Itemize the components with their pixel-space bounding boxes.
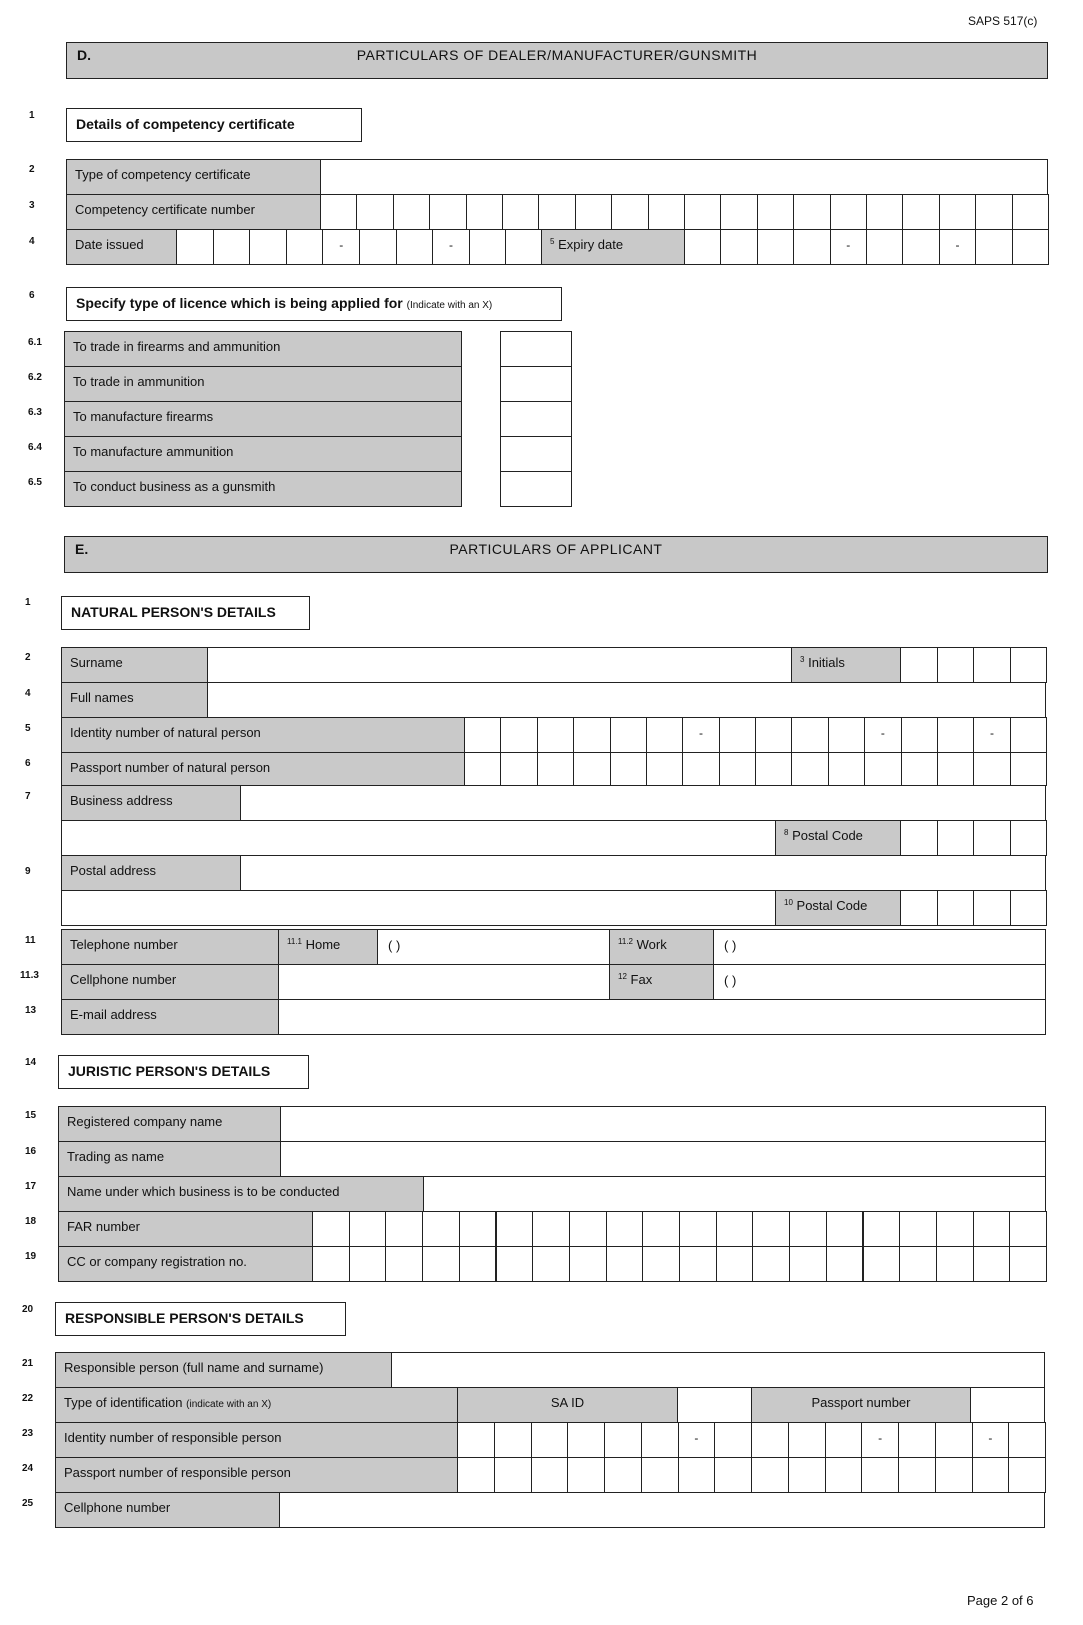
expiry-text: Expiry date xyxy=(558,237,624,252)
digit-box[interactable] xyxy=(937,647,975,683)
digit-box[interactable] xyxy=(789,1246,827,1282)
digit-box[interactable] xyxy=(678,1457,716,1493)
digit-box[interactable] xyxy=(720,194,757,230)
digit-box[interactable] xyxy=(751,1457,789,1493)
digit-box[interactable] xyxy=(826,1211,864,1247)
item-number: 6.2 xyxy=(28,372,42,383)
dash-separator: - xyxy=(972,1422,1010,1458)
responsible-passport-boxes xyxy=(457,1457,1045,1493)
fax-sup: 12 xyxy=(618,972,627,981)
item-number: 16 xyxy=(25,1146,37,1157)
digit-box[interactable] xyxy=(866,229,903,265)
digit-box[interactable] xyxy=(249,229,287,265)
home-label xyxy=(278,929,378,965)
digit-box[interactable] xyxy=(973,752,1010,786)
digit-box[interactable] xyxy=(213,229,251,265)
digit-box[interactable] xyxy=(385,1211,423,1247)
digit-box[interactable] xyxy=(825,1422,863,1458)
email-field[interactable] xyxy=(278,999,1046,1035)
item-number: 1 xyxy=(25,597,31,608)
item-number: 17 xyxy=(25,1181,37,1192)
digit-box[interactable] xyxy=(496,1246,534,1282)
expiry-date-boxes xyxy=(684,229,1048,265)
digit-box[interactable] xyxy=(716,1246,754,1282)
digit-box[interactable] xyxy=(898,1457,936,1493)
id-type-label xyxy=(55,1387,458,1423)
digit-box[interactable] xyxy=(864,752,901,786)
sa-id-label: SA ID xyxy=(457,1387,678,1423)
digit-box[interactable] xyxy=(679,1211,717,1247)
competency-number-boxes xyxy=(320,194,1048,230)
work-text: Work xyxy=(636,937,667,952)
responsible-id-label: Identity number of responsible person xyxy=(55,1422,458,1458)
digit-box[interactable] xyxy=(575,194,612,230)
digit-box[interactable] xyxy=(500,717,537,753)
digit-box[interactable] xyxy=(573,717,610,753)
business-address-label: Business address xyxy=(61,785,241,821)
fax-field[interactable]: ( ) xyxy=(713,964,1046,1000)
digit-box[interactable] xyxy=(356,194,393,230)
postal-code-10-sup: 10 xyxy=(784,898,793,907)
digit-box[interactable] xyxy=(899,1211,937,1247)
digit-box[interactable] xyxy=(937,752,974,786)
digit-box[interactable] xyxy=(464,717,501,753)
digit-box[interactable] xyxy=(1010,752,1047,786)
postal-address-line2[interactable] xyxy=(61,890,776,926)
business-name-field[interactable] xyxy=(423,1176,1046,1212)
natural-passport-boxes xyxy=(464,752,1046,786)
competency-heading: Details of competency certificate xyxy=(66,108,362,142)
postal-address-field[interactable] xyxy=(240,855,1046,891)
digit-box[interactable] xyxy=(973,1246,1011,1282)
digit-box[interactable] xyxy=(502,194,539,230)
company-name-label: Registered company name xyxy=(58,1106,281,1142)
item-number: 6 xyxy=(25,758,31,769)
digit-box[interactable] xyxy=(679,1246,717,1282)
postal-code-8-label xyxy=(775,820,901,856)
initials-boxes xyxy=(900,647,1046,683)
form-code: SAPS 517(c) xyxy=(968,14,1038,28)
digit-box[interactable] xyxy=(610,752,647,786)
responsible-name-field[interactable] xyxy=(391,1352,1045,1388)
dash-separator: - xyxy=(830,229,867,265)
digit-box[interactable] xyxy=(935,1457,973,1493)
postal-address-label: Postal address xyxy=(61,855,241,891)
digit-box[interactable] xyxy=(684,229,721,265)
work-label xyxy=(609,929,714,965)
item-number: 11.3 xyxy=(20,970,39,981)
juristic-person-heading: JURISTIC PERSON'S DETAILS xyxy=(58,1055,309,1089)
item-number: 6.5 xyxy=(28,477,42,488)
item-number: 9 xyxy=(25,866,31,877)
digit-box[interactable] xyxy=(1012,229,1049,265)
digit-box[interactable] xyxy=(863,1211,901,1247)
licence-type-checkbox[interactable] xyxy=(500,436,572,472)
dash-separator: - xyxy=(682,717,719,753)
item-number: 2 xyxy=(25,652,31,663)
full-names-label: Full names xyxy=(61,682,208,718)
digit-box[interactable] xyxy=(793,229,830,265)
digit-box[interactable] xyxy=(494,1422,532,1458)
dash-separator: - xyxy=(678,1422,716,1458)
digit-box[interactable] xyxy=(719,752,756,786)
digit-box[interactable] xyxy=(755,717,792,753)
licence-type-heading xyxy=(66,287,562,321)
item-number: 6 xyxy=(29,290,35,301)
digit-box[interactable] xyxy=(469,229,507,265)
digit-box[interactable] xyxy=(286,229,324,265)
item-number: 4 xyxy=(25,688,31,699)
digit-box[interactable] xyxy=(642,1211,680,1247)
digit-box[interactable] xyxy=(900,890,938,926)
digit-box[interactable] xyxy=(349,1211,387,1247)
digit-box[interactable] xyxy=(939,194,976,230)
digit-box[interactable] xyxy=(902,229,939,265)
far-number-boxes xyxy=(312,1211,1046,1247)
digit-box[interactable] xyxy=(684,194,721,230)
digit-box[interactable] xyxy=(567,1422,605,1458)
digit-box[interactable] xyxy=(789,1211,827,1247)
licence-type-checkbox[interactable] xyxy=(500,471,572,507)
item-number: 21 xyxy=(22,1358,34,1369)
digit-box[interactable] xyxy=(459,1211,497,1247)
responsible-cell-field[interactable] xyxy=(279,1492,1045,1528)
section-e-letter: E. xyxy=(75,541,89,557)
business-address-field[interactable] xyxy=(240,785,1046,821)
digit-box[interactable] xyxy=(861,1457,899,1493)
responsible-id-boxes xyxy=(457,1422,1045,1458)
digit-box[interactable] xyxy=(604,1422,642,1458)
work-phone-field[interactable]: ( ) xyxy=(713,929,1046,965)
digit-box[interactable] xyxy=(312,1211,350,1247)
responsible-cell-label: Cellphone number xyxy=(55,1492,280,1528)
licence-type-checkbox[interactable] xyxy=(500,366,572,402)
digit-box[interactable] xyxy=(320,194,357,230)
item-number: 4 xyxy=(29,236,35,247)
dash-separator: - xyxy=(322,229,360,265)
postal-code-10-boxes xyxy=(900,890,1046,926)
digit-box[interactable] xyxy=(422,1211,460,1247)
item-number: 24 xyxy=(22,1463,34,1474)
item-number: 18 xyxy=(25,1216,37,1227)
item-number: 22 xyxy=(22,1393,34,1404)
date-issued-label: Date issued xyxy=(66,229,177,265)
digit-box[interactable] xyxy=(902,194,939,230)
digit-box[interactable] xyxy=(1008,1457,1046,1493)
digit-box[interactable] xyxy=(359,229,397,265)
section-d-letter: D. xyxy=(77,47,91,63)
section-e-header xyxy=(64,536,1048,573)
digit-box[interactable] xyxy=(714,1457,752,1493)
digit-box[interactable] xyxy=(791,717,828,753)
digit-box[interactable] xyxy=(1009,1211,1047,1247)
digit-box[interactable] xyxy=(830,194,867,230)
digit-box[interactable] xyxy=(569,1246,607,1282)
surname-field[interactable] xyxy=(207,647,792,683)
business-name-label: Name under which business is to be conducted xyxy=(58,1176,424,1212)
licence-type-label: To conduct business as a gunsmith xyxy=(64,471,462,507)
licence-type-label: To manufacture ammunition xyxy=(64,436,462,472)
initials-text: Initials xyxy=(808,655,845,670)
item-number: 19 xyxy=(25,1251,37,1262)
digit-box[interactable] xyxy=(648,194,685,230)
digit-box[interactable] xyxy=(900,647,938,683)
digit-box[interactable] xyxy=(531,1457,569,1493)
digit-box[interactable] xyxy=(500,752,537,786)
digit-box[interactable] xyxy=(937,820,975,856)
digit-box[interactable] xyxy=(791,752,828,786)
digit-box[interactable] xyxy=(973,890,1011,926)
natural-person-heading: NATURAL PERSON'S DETAILS xyxy=(61,596,310,630)
digit-box[interactable] xyxy=(937,890,975,926)
digit-box[interactable] xyxy=(641,1422,679,1458)
id-type-text: Type of identification xyxy=(64,1395,183,1410)
page-number: Page 2 of 6 xyxy=(967,1593,1034,1608)
digit-box[interactable] xyxy=(312,1246,350,1282)
digit-box[interactable] xyxy=(972,1457,1010,1493)
date-issued-boxes xyxy=(176,229,542,265)
section-e-title: PARTICULARS OF APPLICANT xyxy=(449,541,663,557)
responsible-name-label: Responsible person (full name and surname) xyxy=(55,1352,392,1388)
item-number: 7 xyxy=(25,791,31,802)
digit-box[interactable] xyxy=(606,1211,644,1247)
digit-box[interactable] xyxy=(466,194,503,230)
digit-box[interactable] xyxy=(975,229,1012,265)
digit-box[interactable] xyxy=(464,752,501,786)
section-d-title: PARTICULARS OF DEALER/MANUFACTURER/GUNSMITH xyxy=(356,47,758,63)
digit-box[interactable] xyxy=(751,1422,789,1458)
digit-box[interactable] xyxy=(532,1246,570,1282)
telephone-label: Telephone number xyxy=(61,929,279,965)
digit-box[interactable] xyxy=(611,194,648,230)
digit-box[interactable] xyxy=(898,1422,936,1458)
digit-box[interactable] xyxy=(646,752,683,786)
email-label: E-mail address xyxy=(61,999,279,1035)
digit-box[interactable] xyxy=(826,1246,864,1282)
natural-id-label: Identity number of natural person xyxy=(61,717,465,753)
postal-code-10-label xyxy=(775,890,901,926)
full-names-field[interactable] xyxy=(207,682,1046,718)
digit-box[interactable] xyxy=(682,752,719,786)
company-name-field[interactable] xyxy=(280,1106,1046,1142)
competency-number-label: Competency certificate number xyxy=(66,194,321,230)
digit-box[interactable] xyxy=(538,194,575,230)
fax-label xyxy=(609,964,714,1000)
item-number: 11 xyxy=(25,935,36,946)
digit-box[interactable] xyxy=(755,752,792,786)
licence-list xyxy=(0,0,1,1)
postal-code-8-text: Postal Code xyxy=(792,828,863,843)
digit-box[interactable] xyxy=(975,194,1012,230)
responsible-person-heading: RESPONSIBLE PERSON'S DETAILS xyxy=(55,1302,346,1336)
digit-box[interactable] xyxy=(973,647,1011,683)
licence-type-label: To manufacture firearms xyxy=(64,401,462,437)
digit-box[interactable] xyxy=(936,1246,974,1282)
id-type-note: (indicate with an X) xyxy=(186,1399,272,1410)
digit-box[interactable] xyxy=(899,1246,937,1282)
digit-box[interactable] xyxy=(973,820,1011,856)
digit-box[interactable] xyxy=(1010,820,1048,856)
digit-box[interactable] xyxy=(1008,1422,1046,1458)
dash-separator: - xyxy=(973,717,1010,753)
item-number: 23 xyxy=(22,1428,34,1439)
licence-type-label: To trade in ammunition xyxy=(64,366,462,402)
digit-box[interactable] xyxy=(788,1457,826,1493)
digit-box[interactable] xyxy=(610,717,647,753)
digit-box[interactable] xyxy=(642,1246,680,1282)
digit-box[interactable] xyxy=(567,1457,605,1493)
digit-box[interactable] xyxy=(537,717,574,753)
digit-box[interactable] xyxy=(459,1246,497,1282)
digit-box[interactable] xyxy=(349,1246,387,1282)
item-number: 5 xyxy=(25,723,31,734)
dash-separator: - xyxy=(939,229,976,265)
digit-box[interactable] xyxy=(714,1422,752,1458)
natural-passport-label: Passport number of natural person xyxy=(61,752,465,786)
digit-box[interactable] xyxy=(606,1246,644,1282)
digit-box[interactable] xyxy=(863,1246,901,1282)
digit-box[interactable] xyxy=(422,1246,460,1282)
digit-box[interactable] xyxy=(757,194,794,230)
item-number: 2 xyxy=(29,164,35,175)
digit-box[interactable] xyxy=(385,1246,423,1282)
digit-box[interactable] xyxy=(752,1211,790,1247)
digit-box[interactable] xyxy=(531,1422,569,1458)
business-address-line2[interactable] xyxy=(61,820,776,856)
passport-type-checkbox[interactable] xyxy=(970,1387,1045,1423)
expiry-sup: 5 xyxy=(550,237,555,246)
item-number: 25 xyxy=(22,1498,34,1509)
digit-box[interactable] xyxy=(901,717,938,753)
initials-sup: 3 xyxy=(800,655,805,664)
section-d-header xyxy=(66,42,1048,79)
competency-type-label: Type of competency certificate xyxy=(66,159,321,195)
registration-label: CC or company registration no. xyxy=(58,1246,313,1282)
digit-box[interactable] xyxy=(393,194,430,230)
fax-text: Fax xyxy=(630,972,653,987)
item-number: 6.1 xyxy=(28,337,42,348)
cellphone-label: Cellphone number xyxy=(61,964,279,1000)
item-number: 6.3 xyxy=(28,407,42,418)
digit-box[interactable] xyxy=(429,194,466,230)
home-text: Home xyxy=(305,937,341,952)
digit-box[interactable] xyxy=(646,717,683,753)
digit-box[interactable] xyxy=(1010,717,1047,753)
digit-box[interactable] xyxy=(1009,1246,1047,1282)
postal-code-10-text: Postal Code xyxy=(796,898,868,913)
digit-box[interactable] xyxy=(828,717,865,753)
home-sup: 11.1 xyxy=(287,937,302,946)
item-number: 20 xyxy=(22,1304,34,1315)
licence-type-heading-text: Specify type of licence which is being applied for xyxy=(76,295,403,311)
expiry-date-label xyxy=(541,229,685,265)
digit-box[interactable] xyxy=(496,1211,534,1247)
competency-type-field[interactable] xyxy=(320,159,1048,195)
digit-box[interactable] xyxy=(1012,194,1049,230)
sa-id-checkbox[interactable] xyxy=(677,1387,752,1423)
digit-box[interactable] xyxy=(396,229,434,265)
licence-type-note: (Indicate with an X) xyxy=(406,300,493,311)
postal-code-8-sup: 8 xyxy=(784,828,789,837)
digit-box[interactable] xyxy=(757,229,794,265)
dash-separator: - xyxy=(861,1422,899,1458)
home-phone-field[interactable]: ( ) xyxy=(377,929,610,965)
digit-box[interactable] xyxy=(457,1422,495,1458)
digit-box[interactable] xyxy=(537,752,574,786)
digit-box[interactable] xyxy=(494,1457,532,1493)
far-number-label: FAR number xyxy=(58,1211,313,1247)
digit-box[interactable] xyxy=(532,1211,570,1247)
digit-box[interactable] xyxy=(716,1211,754,1247)
digit-box[interactable] xyxy=(752,1246,790,1282)
digit-box[interactable] xyxy=(457,1457,495,1493)
digit-box[interactable] xyxy=(573,752,610,786)
passport-type-label: Passport number xyxy=(751,1387,971,1423)
digit-box[interactable] xyxy=(825,1457,863,1493)
registration-boxes xyxy=(312,1246,1046,1282)
digit-box[interactable] xyxy=(788,1422,826,1458)
digit-box[interactable] xyxy=(176,229,214,265)
licence-type-label: To trade in firearms and ammunition xyxy=(64,331,462,367)
item-number: 6.4 xyxy=(28,442,42,453)
digit-box[interactable] xyxy=(720,229,757,265)
digit-box[interactable] xyxy=(935,1422,973,1458)
digit-box[interactable] xyxy=(793,194,830,230)
licence-type-checkbox[interactable] xyxy=(500,401,572,437)
digit-box[interactable] xyxy=(505,229,543,265)
item-number: 15 xyxy=(25,1110,37,1121)
item-number: 13 xyxy=(25,1005,37,1016)
digit-box[interactable] xyxy=(641,1457,679,1493)
dash-separator: - xyxy=(432,229,470,265)
digit-box[interactable] xyxy=(1010,647,1048,683)
licence-type-checkbox[interactable] xyxy=(500,331,572,367)
digit-box[interactable] xyxy=(719,717,756,753)
trading-name-label: Trading as name xyxy=(58,1141,281,1177)
dash-separator: - xyxy=(864,717,901,753)
digit-box[interactable] xyxy=(866,194,903,230)
digit-box[interactable] xyxy=(937,717,974,753)
responsible-passport-label: Passport number of responsible person xyxy=(55,1457,458,1493)
digit-box[interactable] xyxy=(1010,890,1048,926)
natural-id-boxes xyxy=(464,717,1046,753)
cellphone-field[interactable] xyxy=(278,964,610,1000)
initials-label xyxy=(791,647,901,683)
digit-box[interactable] xyxy=(900,820,938,856)
digit-box[interactable] xyxy=(828,752,865,786)
item-number: 3 xyxy=(29,200,35,211)
postal-code-8-boxes xyxy=(900,820,1046,856)
digit-box[interactable] xyxy=(973,1211,1011,1247)
digit-box[interactable] xyxy=(604,1457,642,1493)
trading-name-field[interactable] xyxy=(280,1141,1046,1177)
item-number: 14 xyxy=(25,1057,37,1068)
item-number: 1 xyxy=(29,110,35,121)
work-sup: 11.2 xyxy=(618,937,633,946)
digit-box[interactable] xyxy=(569,1211,607,1247)
digit-box[interactable] xyxy=(936,1211,974,1247)
surname-label: Surname xyxy=(61,647,208,683)
digit-box[interactable] xyxy=(901,752,938,786)
